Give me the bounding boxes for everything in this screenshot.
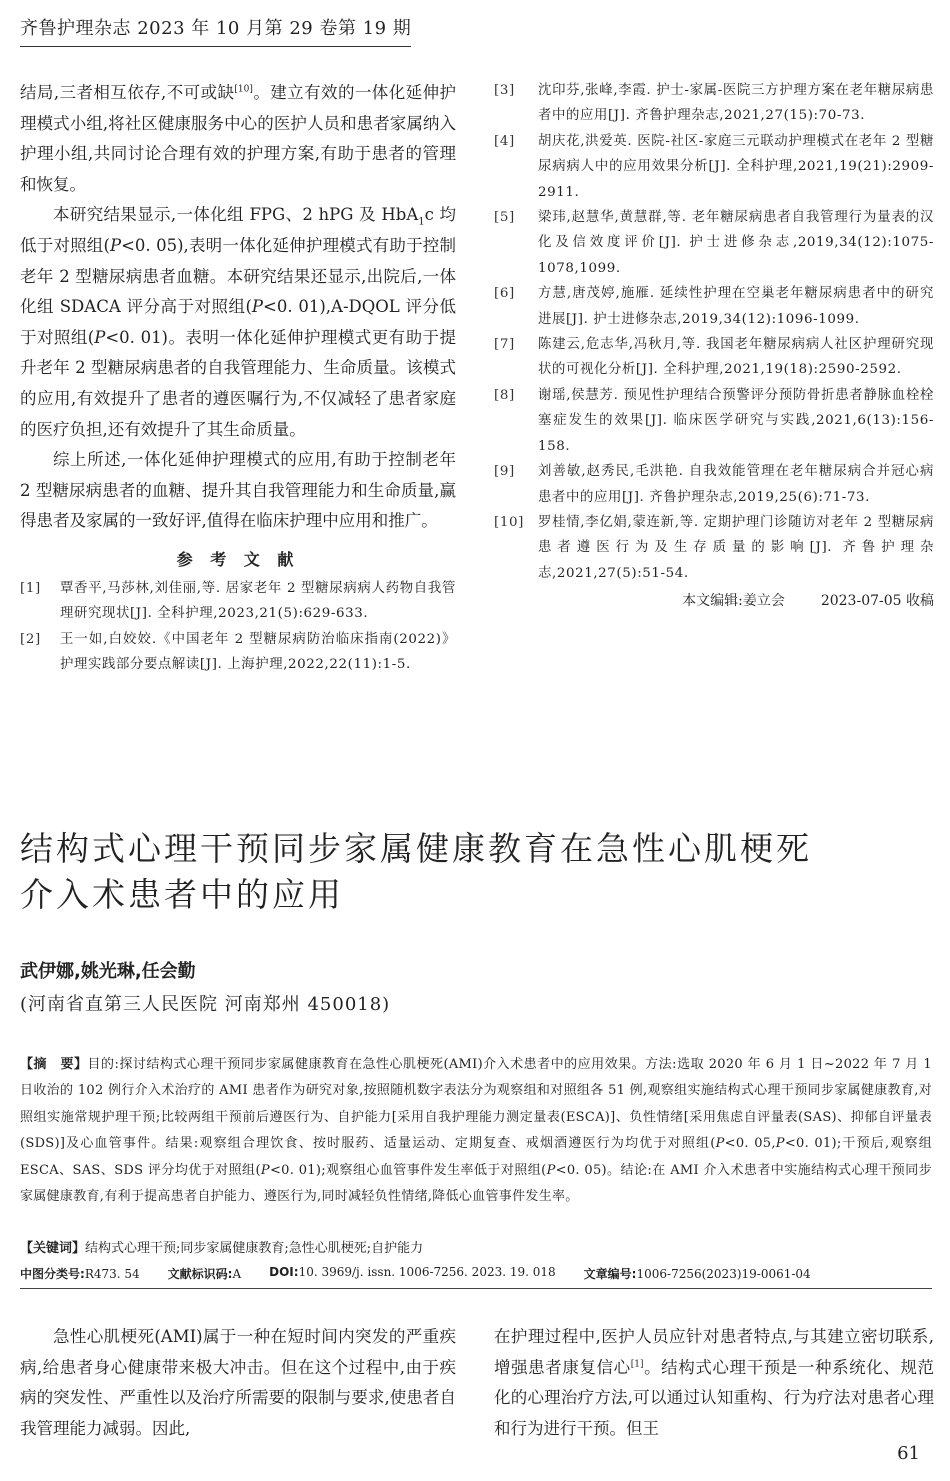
reference-text: 方慧,唐茂婷,施雁. 延续性护理在空巢老年糖尿病患者中的研究进展[J]. 护士进修杂志,2019,34(12):1096-1099. [538, 286, 934, 327]
p-value-symbol: P [109, 235, 122, 255]
clc [20, 1265, 140, 1282]
value: A [232, 1267, 242, 1281]
journal-header: 齐鲁护理杂志 2023 年 10 月第 29 卷第 19 期 [20, 14, 411, 47]
divider [20, 1288, 932, 1289]
paragraph-3: 综上所述,一体化延伸护理模式的应用,有助于控制老年 2 型糖尿病患者的血糖、提升其自我管理能力和生命质量,赢得患者及家属的一致好评,值得在临床护理中应用和推广。 [20, 450, 456, 531]
p-value-symbol: P [94, 327, 106, 347]
document-code [168, 1265, 241, 1282]
reference-number: [8] [494, 387, 515, 403]
text-span: 在护理过程中,医护人员应针对患者特点,与其建立密切联系,增强患者康复信心 [494, 1327, 934, 1377]
keywords-label: 【关键词】 [20, 1241, 86, 1256]
text-span: 结局,三者相互依存,不可或缺 [20, 83, 235, 102]
text-span: <0. 01)。表明一体化延伸护理模式更有助于提升老年 2 型糖尿病患者的自我管理能力、生命质量。该模式的应用,有效提升了患者的遵医嘱行为,不仅减轻了患者家庭的医疗负担,还有效提升了其生命质量。 [20, 327, 456, 439]
reference-item [494, 332, 934, 383]
reference-text: 陈建云,危志华,冯秋月,等. 我国老年糖尿病病人社区护理研究现状的可视化分析[J]. 全科护理,2021,19(18):2590-2592. [538, 337, 934, 378]
abstract [20, 1052, 932, 1210]
reference-item [494, 129, 934, 205]
text-span: <0. 01);观察组心血管事件发生率低于对照组( [269, 1162, 547, 1178]
affiliation: (河南省直第三人民医院 河南郑州 450018) [20, 994, 391, 1015]
reference-item [494, 281, 934, 332]
label: 中图分类号: [20, 1267, 85, 1281]
reference-text: 刘善敏,赵秀民,毛洪艳. 自我效能管理在老年糖尿病合并冠心病患者中的应用[J]. 齐鲁护理杂志,2019,25(6):71-73. [538, 464, 934, 505]
reference-text: 王一如,白姣姣.《中国老年 2 型糖尿病防治临床指南(2022)》护理实践部分要点解读[J]. 上海护理,2022,22(11):1-5. [60, 631, 456, 673]
body-left [20, 1322, 456, 1444]
text-span: 。结构式心理干预是一种系统化、规范化的心理治疗方法,可以通过认知重构、行为疗法对患者心理和行为进行干预。但王 [494, 1357, 935, 1438]
title-line: 结构式心理干预同步家属健康教育在急性心肌梗死 [20, 829, 812, 868]
label: 文献标识码: [167, 1267, 233, 1281]
reference-item [494, 78, 934, 129]
reference-text: 胡庆花,洪爱英. 医院-社区-家庭三元联动护理模式在老年 2 型糖尿病病人中的应用效果分析[J]. 全科护理,2021,19(21):2909-2911. [538, 133, 934, 200]
p-value-symbol: P [775, 1136, 785, 1152]
text-span: <0. 05)。结论:在 AMI 介入术患者中实施结构式心理干预同步家属健康教育,有利于提高患者自护能力、遵医行为,同时减轻负性情绪,降低心血管事件发生率。 [20, 1162, 932, 1205]
reference-text: 覃香平,马莎林,刘佳丽,等. 居家老年 2 型糖尿病病人药物自我管理研究现状[J]. 全科护理,2023,21(5):629-633. [60, 580, 456, 622]
page-number: 61 [897, 1443, 920, 1464]
value: 10. 3969/j. issn. 1006-7256. 2023. 19. 018 [298, 1265, 556, 1279]
left-column [20, 78, 456, 678]
p-value-symbol: P [546, 1162, 556, 1178]
citation: [1] [630, 1359, 644, 1370]
reference-item [20, 627, 456, 678]
received-date: 2023-07-05 收稿 [820, 593, 934, 610]
right-column [494, 78, 934, 610]
reference-number: [10] [494, 514, 524, 530]
reference-text: 谢瑶,侯慧芳. 预见性护理结合预警评分预防骨折患者静脉血栓栓塞症发生的效果[J]. 临床医学研究与实践,2021,6(13):156-158. [538, 387, 934, 454]
reference-number: [6] [494, 286, 515, 302]
value: 1006-7256(2023)19-0061-04 [636, 1267, 811, 1281]
reference-item [494, 510, 934, 586]
keywords-text: 结构式心理干预;同步家属健康教育;急性心肌梗死;自护能力 [85, 1241, 424, 1256]
reference-number: [7] [494, 337, 515, 353]
reference-number: [3] [494, 83, 515, 98]
classification-line [20, 1265, 932, 1282]
body-paragraph: 急性心肌梗死(AMI)属于一种在短时间内突发的严重疾病,给患者身心健康带来极大冲击。但在这个过程中,由于疾病的突发性、严重性以及治疗所需要的限制与要求,使患者自我管理能力减弱。因此, [20, 1327, 456, 1438]
reference-number: [2] [20, 631, 41, 647]
reference-item [494, 205, 934, 281]
reference-text: 罗桂情,李亿娟,蒙连新,等. 定期护理门诊随访对老年 2 型糖尿病患者遵医行为及生存质量的影响[J]. 齐鲁护理杂志,2021,27(5):51-54. [538, 514, 934, 581]
text-span: c 均低于对照组( [20, 205, 456, 255]
reference-item [494, 459, 934, 510]
text-span: 本研究结果显示,一体化组 FPG、2 hPG 及 HbA [53, 205, 419, 225]
receipt-line [494, 590, 934, 610]
value: R473. 54 [84, 1267, 140, 1281]
title-line: 介入术患者中的应用 [20, 875, 344, 914]
p-value-symbol: P [715, 1136, 725, 1152]
keywords [20, 1237, 932, 1256]
reference-text: 梁玮,赵慧华,黄慧群,等. 老年糖尿病患者自我管理行为量表的汉化及信效度评价[J]. 护士进修杂志,2019,34(12):1075-1078,1099. [538, 210, 934, 276]
body-paragraph [494, 1322, 934, 1444]
text-span: <0. 01),A-DQOL 评分低于对照组( [20, 297, 456, 347]
reference-text: 沈印芬,张峰,李霞. 护士-家属-医院三方护理方案在老年糖尿病患者中的应用[J]. 齐鲁护理杂志,2021,27(15):70-73. [538, 83, 934, 124]
reference-item [20, 576, 456, 627]
subscript: 1 [418, 216, 425, 228]
references-title: 参 考 文 献 [176, 549, 300, 569]
article-number [584, 1265, 811, 1282]
reference-number: [5] [494, 210, 515, 226]
text-span: <0. 05, [724, 1136, 776, 1152]
citation: [10] [234, 84, 253, 95]
reference-number: [1] [20, 580, 41, 596]
label: DOI: [269, 1265, 299, 1279]
paragraph-2 [20, 200, 456, 445]
editor: 本文编辑:姜立会 [682, 593, 785, 610]
text-span: <0. 01);干预后,观察组 ESCA、SAS、SDS 评分均优于对照组( [20, 1136, 932, 1178]
article-title [20, 826, 920, 918]
paragraph-1 [20, 78, 456, 200]
reference-number: [4] [494, 133, 515, 149]
authors: 武伊娜,姚光琳,任会勤 [20, 961, 196, 982]
doi [269, 1265, 556, 1282]
text-span: <0. 05),表明一体化延伸护理模式有助于控制老年 2 型糖尿病患者血糖。本研究结果还显示,出院后,一体化组 SDACA 评分高于对照组( [20, 235, 456, 317]
body-right [494, 1322, 934, 1444]
reference-item [494, 383, 934, 459]
reference-number: [9] [494, 464, 515, 480]
label: 文章编号: [583, 1267, 637, 1281]
abstract-label: 【摘 要】 [20, 1057, 88, 1072]
p-value-symbol: P [251, 297, 264, 317]
text-span: 。建立有效的一体化延伸护理模式小组,将社区健康服务中心的医护人员和患者家属纳入护理小组,共同讨论合理有效的护理方案,有助于患者的管理和恢复。 [20, 83, 456, 194]
p-value-symbol: P [260, 1162, 270, 1178]
text-span: 目的:探讨结构式心理干预同步家属健康教育在急性心肌梗死(AMI)介入术患者中的应用效果。方法:选取 2020 年 6 月 1 日~2022 年 7 月 1 日收治的 102 例行介入术治疗的 AMI 患者作为研究对象,按照随机数字表法分为观察组和对照组各 51 例,观察组实施结构式心理干预同步家属健康教育,对照组实施常规护理干预;比较两组干预前后遵医行为、自护能力[采用自我护理能力测定量表(ESCA)]、负性情绪[采用焦虑自评量表(SAS)、抑郁自评量表(SDS)]及心血管事件。结果:观察组合理饮食、按时服药、适量运动、定期复查、戒烟酒遵医行为均优于对照组( [20, 1057, 932, 1152]
